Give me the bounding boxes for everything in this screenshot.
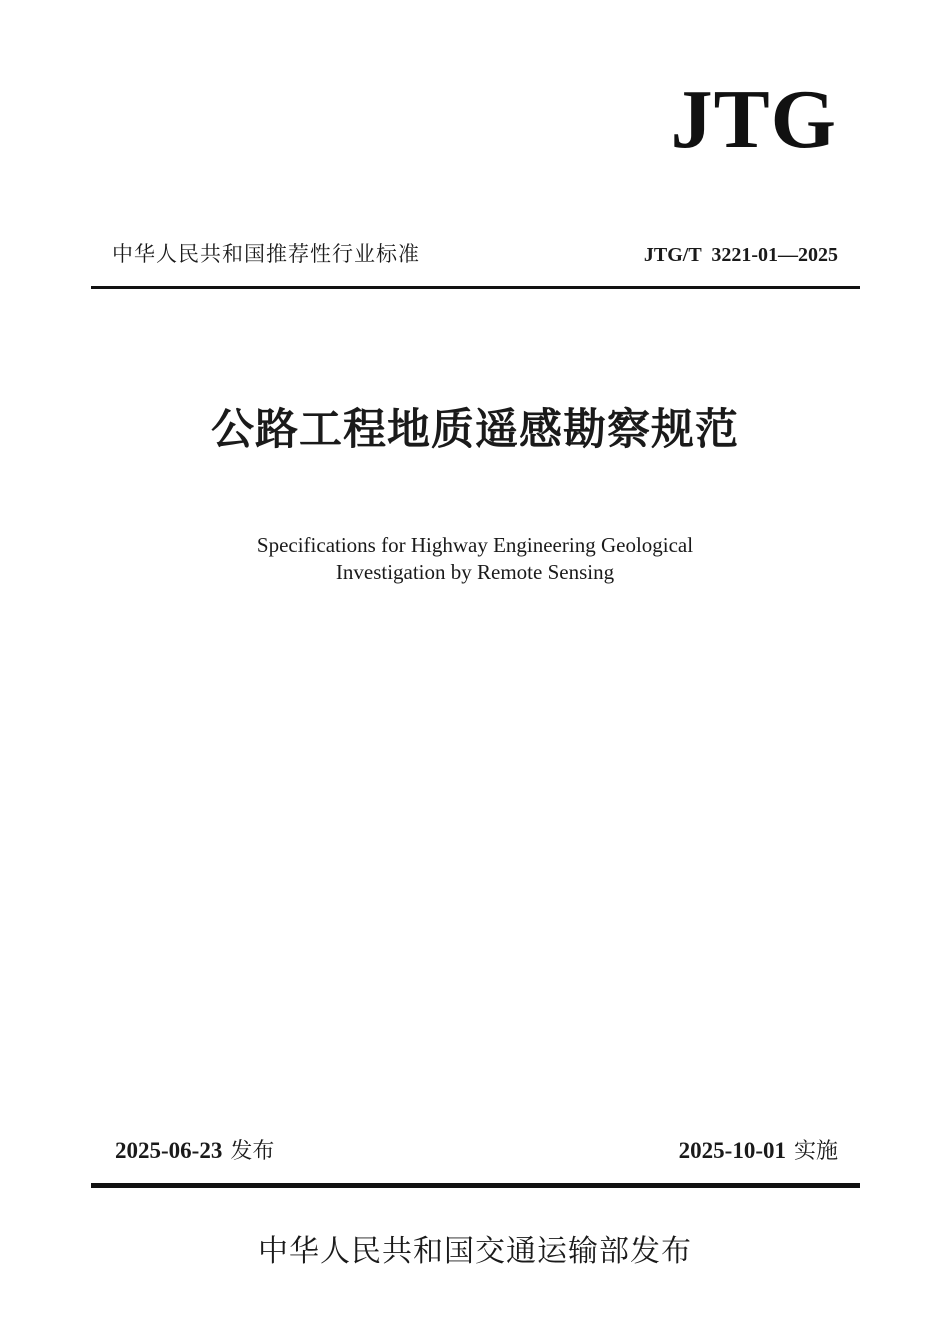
effective-date-block (679, 1134, 838, 1165)
top-divider (91, 286, 860, 289)
publish-date: 2025-06-23 (115, 1138, 223, 1163)
effective-label: 实施 (793, 1139, 838, 1164)
bottom-divider (91, 1183, 860, 1188)
issuer: 中华人民共和国交通运输部发布 (258, 1234, 692, 1269)
title-english (0, 532, 950, 586)
title-english-line-1: Specifications for Highway Engineering Geological (256, 533, 694, 557)
effective-date: 2025-10-01 (678, 1138, 786, 1163)
title-chinese: 公路工程地质遥感勘察规范 (211, 405, 739, 455)
standard-code: JTG/T 3221-01—2025 (643, 244, 838, 266)
publish-date-block (115, 1134, 274, 1165)
title-english-line-2: Investigation by Remote Sensing (335, 560, 615, 584)
jtg-logo: JTG (670, 73, 837, 166)
standard-type: 中华人民共和国推荐性行业标准 (112, 242, 420, 266)
publish-label: 发布 (230, 1139, 275, 1164)
